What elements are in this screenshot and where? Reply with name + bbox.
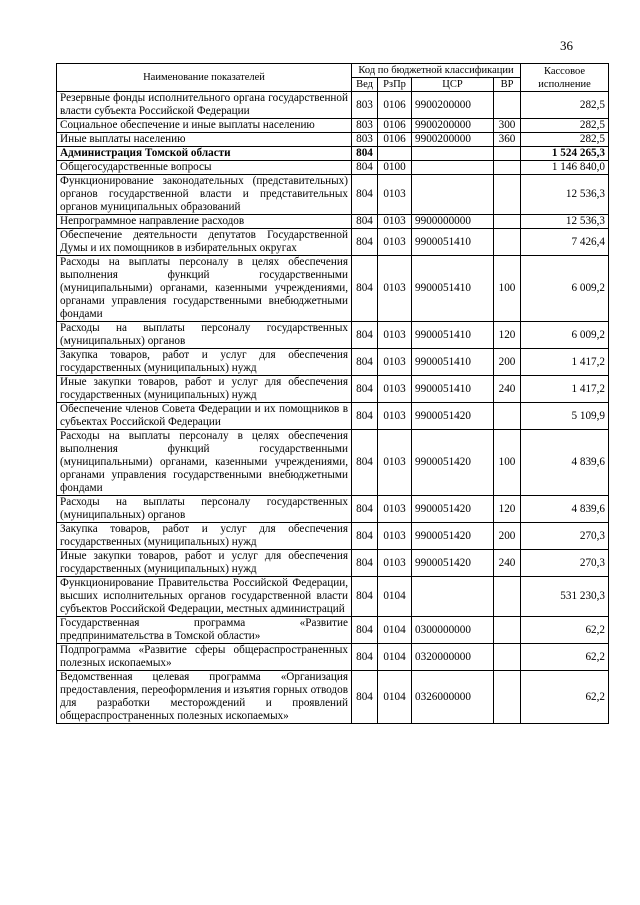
cell-rzpr: 0104 — [378, 644, 412, 671]
cell-amount: 12 536,3 — [521, 175, 609, 215]
cell-rzpr: 0104 — [378, 671, 412, 724]
cell-ved: 804 — [352, 550, 378, 577]
cell-ved: 804 — [352, 349, 378, 376]
cell-csr: 9900051420 — [412, 550, 494, 577]
header-vr: ВР — [494, 78, 521, 92]
cell-amount: 12 536,3 — [521, 215, 609, 229]
cell-csr: 9900000000 — [412, 215, 494, 229]
cell-csr: 9900051410 — [412, 256, 494, 322]
cell-rzpr — [378, 147, 412, 161]
cell-rzpr: 0103 — [378, 215, 412, 229]
cell-amount: 1 417,2 — [521, 376, 609, 403]
cell-name: Администрация Томской области — [57, 147, 352, 161]
header-rzpr: РзПр — [378, 78, 412, 92]
cell-rzpr: 0103 — [378, 376, 412, 403]
cell-vr — [494, 161, 521, 175]
cell-ved: 804 — [352, 215, 378, 229]
cell-csr — [412, 577, 494, 617]
table-row — [57, 523, 609, 550]
cell-csr: 9900200000 — [412, 133, 494, 147]
cell-csr — [412, 175, 494, 215]
table-row — [57, 349, 609, 376]
cell-rzpr: 0103 — [378, 403, 412, 430]
table-row — [57, 496, 609, 523]
table-row — [57, 147, 609, 161]
cell-amount: 1 417,2 — [521, 349, 609, 376]
cell-amount: 270,3 — [521, 523, 609, 550]
cell-rzpr: 0106 — [378, 133, 412, 147]
cell-ved: 804 — [352, 523, 378, 550]
cell-amount: 282,5 — [521, 133, 609, 147]
cell-name: Ведомственная целевая программа «Организация предоставления, переоформления и изъятия горных отводов для разработки месторождений и проявлений общераспространенных полезных ископаемых» — [57, 671, 352, 724]
table-row — [57, 92, 609, 119]
cell-name: Подпрограмма «Развитие сферы общераспространенных полезных ископаемых» — [57, 644, 352, 671]
cell-ved: 804 — [352, 376, 378, 403]
cell-csr: 9900051420 — [412, 430, 494, 496]
table-row — [57, 175, 609, 215]
cell-ved: 803 — [352, 92, 378, 119]
cell-name: Непрограммное направление расходов — [57, 215, 352, 229]
cell-csr: 9900051410 — [412, 349, 494, 376]
cell-csr: 9900200000 — [412, 119, 494, 133]
cell-csr: 9900200000 — [412, 92, 494, 119]
table-row — [57, 617, 609, 644]
cell-name: Расходы на выплаты персоналу в целях обеспечения выполнения функций государственными (муниципальными) органами, казенными учреждениями, органами управления государственными внебюджетными фондами — [57, 430, 352, 496]
cell-rzpr: 0103 — [378, 256, 412, 322]
cell-amount: 5 109,9 — [521, 403, 609, 430]
cell-vr — [494, 617, 521, 644]
cell-rzpr: 0103 — [378, 349, 412, 376]
cell-name: Резервные фонды исполнительного органа государственной власти субъекта Российской Федерации — [57, 92, 352, 119]
budget-table — [56, 63, 609, 724]
cell-csr: 0326000000 — [412, 671, 494, 724]
header-name: Наименование показателей — [57, 64, 352, 92]
header-code-group: Код по бюджетной классификации — [352, 64, 521, 78]
cell-name: Обеспечение деятельности депутатов Государственной Думы и их помощников в избирательных округах — [57, 229, 352, 256]
cell-ved: 804 — [352, 175, 378, 215]
cell-amount: 4 839,6 — [521, 496, 609, 523]
cell-ved: 804 — [352, 256, 378, 322]
cell-amount: 62,2 — [521, 617, 609, 644]
cell-csr: 9900051420 — [412, 523, 494, 550]
cell-name: Иные выплаты населению — [57, 133, 352, 147]
cell-name: Расходы на выплаты персоналу государственных (муниципальных) органов — [57, 322, 352, 349]
cell-amount: 1 146 840,0 — [521, 161, 609, 175]
cell-name: Расходы на выплаты персоналу государственных (муниципальных) органов — [57, 496, 352, 523]
cell-ved: 804 — [352, 147, 378, 161]
cell-ved: 804 — [352, 403, 378, 430]
cell-vr: 360 — [494, 133, 521, 147]
cell-name: Государственная программа «Развитие предпринимательства в Томской области» — [57, 617, 352, 644]
table-row — [57, 133, 609, 147]
table-row — [57, 161, 609, 175]
cell-name: Закупка товаров, работ и услуг для обеспечения государственных (муниципальных) нужд — [57, 523, 352, 550]
cell-csr — [412, 161, 494, 175]
table-row — [57, 119, 609, 133]
table-row — [57, 577, 609, 617]
cell-amount: 282,5 — [521, 92, 609, 119]
cell-csr: 9900051410 — [412, 376, 494, 403]
cell-vr — [494, 577, 521, 617]
cell-vr: 200 — [494, 523, 521, 550]
cell-vr: 240 — [494, 376, 521, 403]
cell-vr — [494, 147, 521, 161]
cell-rzpr: 0103 — [378, 550, 412, 577]
cell-name: Иные закупки товаров, работ и услуг для обеспечения государственных (муниципальных) нужд — [57, 376, 352, 403]
cell-name: Иные закупки товаров, работ и услуг для обеспечения государственных (муниципальных) нужд — [57, 550, 352, 577]
cell-amount: 4 839,6 — [521, 430, 609, 496]
header-amount-line2: исполнение — [538, 78, 591, 90]
cell-csr: 9900051420 — [412, 403, 494, 430]
table-row — [57, 322, 609, 349]
cell-ved: 804 — [352, 617, 378, 644]
cell-vr — [494, 229, 521, 256]
cell-rzpr: 0106 — [378, 92, 412, 119]
table-row — [57, 256, 609, 322]
table-row — [57, 671, 609, 724]
page-number: 36 — [560, 38, 573, 53]
cell-ved: 804 — [352, 496, 378, 523]
cell-vr — [494, 403, 521, 430]
header-amount — [521, 64, 609, 92]
table-row — [57, 215, 609, 229]
cell-rzpr: 0103 — [378, 322, 412, 349]
cell-name: Функционирование законодательных (представительных) органов государственной власти и представительных органов муниципальных образований — [57, 175, 352, 215]
cell-ved: 804 — [352, 644, 378, 671]
cell-rzpr: 0104 — [378, 617, 412, 644]
cell-rzpr: 0106 — [378, 119, 412, 133]
table-row — [57, 229, 609, 256]
cell-vr: 100 — [494, 256, 521, 322]
header-ved: Вед — [352, 78, 378, 92]
table-row — [57, 550, 609, 577]
cell-ved: 804 — [352, 229, 378, 256]
cell-amount: 1 524 265,3 — [521, 147, 609, 161]
cell-amount: 62,2 — [521, 644, 609, 671]
cell-name: Обеспечение членов Совета Федерации и их помощников в субъектах Российской Федерации — [57, 403, 352, 430]
cell-name: Закупка товаров, работ и услуг для обеспечения государственных (муниципальных) нужд — [57, 349, 352, 376]
cell-vr: 240 — [494, 550, 521, 577]
cell-ved: 804 — [352, 671, 378, 724]
cell-csr: 0300000000 — [412, 617, 494, 644]
header-row-1 — [57, 64, 609, 78]
cell-name: Общегосударственные вопросы — [57, 161, 352, 175]
cell-vr — [494, 644, 521, 671]
cell-vr — [494, 175, 521, 215]
cell-vr: 100 — [494, 430, 521, 496]
table-body — [57, 92, 609, 724]
cell-amount: 531 230,3 — [521, 577, 609, 617]
cell-vr: 120 — [494, 496, 521, 523]
cell-ved: 804 — [352, 577, 378, 617]
cell-csr — [412, 147, 494, 161]
cell-amount: 282,5 — [521, 119, 609, 133]
cell-ved: 804 — [352, 161, 378, 175]
table-row — [57, 644, 609, 671]
header-csr: ЦСР — [412, 78, 494, 92]
cell-ved: 804 — [352, 430, 378, 496]
cell-vr: 300 — [494, 119, 521, 133]
cell-rzpr: 0103 — [378, 523, 412, 550]
table-row — [57, 430, 609, 496]
table-row — [57, 403, 609, 430]
cell-name: Социальное обеспечение и иные выплаты населению — [57, 119, 352, 133]
cell-rzpr: 0103 — [378, 430, 412, 496]
cell-rzpr: 0103 — [378, 175, 412, 215]
cell-csr: 9900051420 — [412, 496, 494, 523]
cell-ved: 804 — [352, 322, 378, 349]
cell-csr: 9900051410 — [412, 322, 494, 349]
cell-vr — [494, 215, 521, 229]
cell-name: Функционирование Правительства Российской Федерации, высших исполнительных органов государственной власти субъектов Российской Федерации, местных администраций — [57, 577, 352, 617]
cell-amount: 7 426,4 — [521, 229, 609, 256]
cell-ved: 803 — [352, 119, 378, 133]
cell-vr: 120 — [494, 322, 521, 349]
cell-rzpr: 0104 — [378, 577, 412, 617]
cell-amount: 6 009,2 — [521, 256, 609, 322]
cell-csr: 9900051410 — [412, 229, 494, 256]
cell-rzpr: 0100 — [378, 161, 412, 175]
cell-ved: 803 — [352, 133, 378, 147]
cell-vr — [494, 671, 521, 724]
cell-vr: 200 — [494, 349, 521, 376]
cell-amount: 270,3 — [521, 550, 609, 577]
cell-csr: 0320000000 — [412, 644, 494, 671]
cell-rzpr: 0103 — [378, 229, 412, 256]
cell-rzpr: 0103 — [378, 496, 412, 523]
header-amount-line1: Кассовое — [544, 65, 586, 77]
cell-vr — [494, 92, 521, 119]
cell-amount: 6 009,2 — [521, 322, 609, 349]
table-row — [57, 376, 609, 403]
cell-name: Расходы на выплаты персоналу в целях обеспечения выполнения функций государственными (муниципальными) органами, казенными учреждениями, органами управления государственными внебюджетными фондами — [57, 256, 352, 322]
cell-amount: 62,2 — [521, 671, 609, 724]
